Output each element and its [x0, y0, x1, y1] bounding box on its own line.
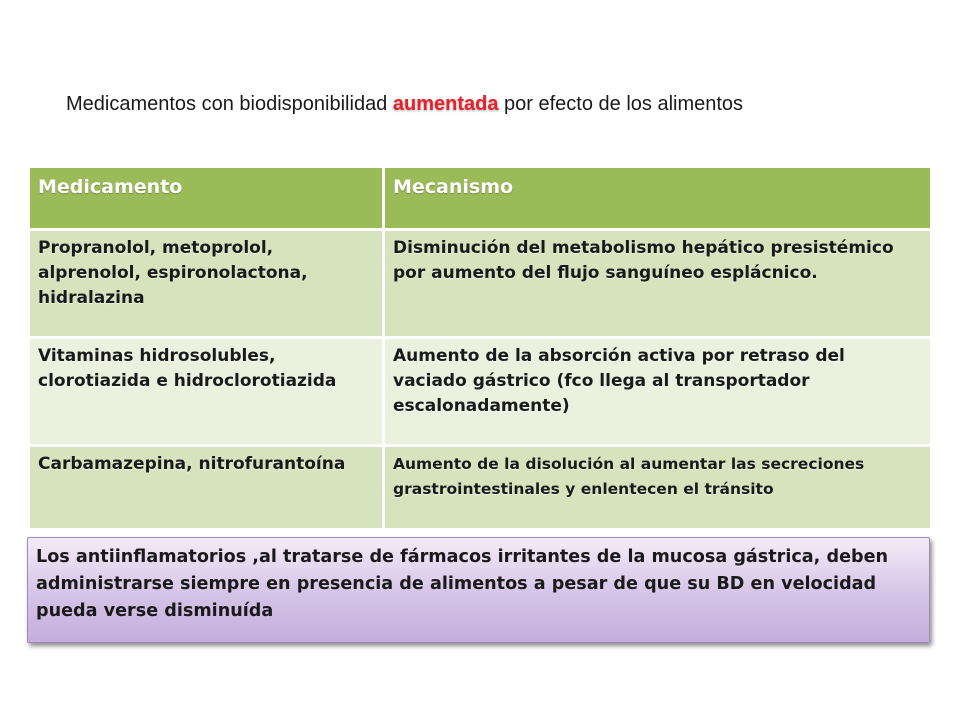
table-row	[29, 446, 932, 530]
drug-cell: Carbamazepina, nitrofurantoína	[29, 446, 384, 530]
drug-cell: Vitaminas hidrosolubles, clorotiazida e hidroclorotiazida	[29, 338, 384, 446]
table-row	[29, 230, 932, 338]
mechanism-cell: Aumento de la absorción activa por retraso del vaciado gástrico (fco llega al transportador escalonadamente)	[384, 338, 932, 446]
table-row	[29, 338, 932, 446]
mechanism-cell: Disminución del metabolismo hepático presistémico por aumento del flujo sanguíneo esplácnico.	[384, 230, 932, 338]
mechanism-cell: Aumento de la disolución al aumentar las secreciones grastrointestinales y enlentecen el tránsito	[384, 446, 932, 530]
title-text-after: por efecto de los alimentos	[498, 93, 744, 115]
note-box: Los antiinflamatorios ,al tratarse de fármacos irritantes de la mucosa gástrica, deben administrarse siempre en presencia de alimentos a pesar de que su BD en velocidad pueda verse disminuída	[27, 537, 930, 643]
title-emphasis: aumentada	[392, 93, 499, 115]
slide-title	[66, 90, 826, 119]
drug-cell: Propranolol, metoprolol, alprenolol, espironolactona, hidralazina	[29, 230, 384, 338]
title-text-before: Medicamentos con biodisponibilidad	[66, 93, 393, 115]
table-header-row	[29, 167, 932, 230]
header-mecanismo: Mecanismo	[384, 167, 932, 230]
drug-table	[27, 165, 933, 531]
header-medicamento: Medicamento	[29, 167, 384, 230]
